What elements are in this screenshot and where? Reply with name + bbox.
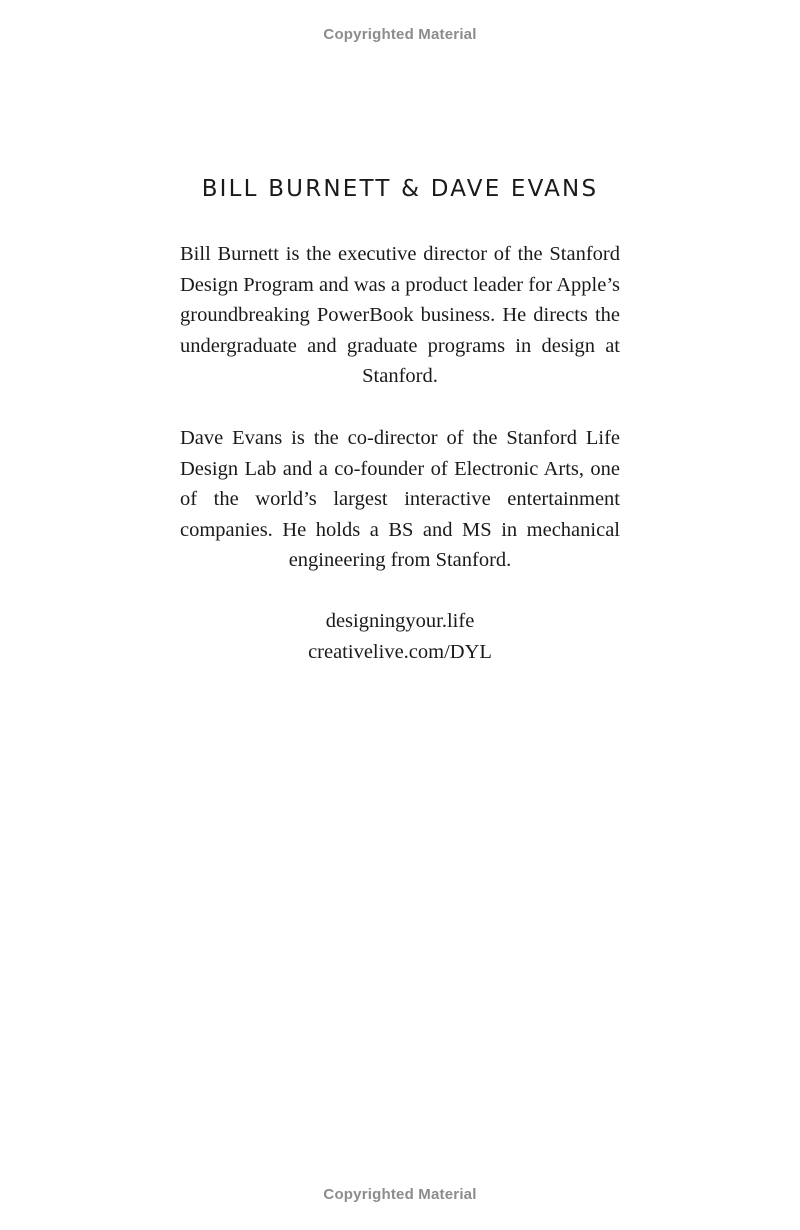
website-links xyxy=(0,606,800,667)
bio-dave-evans: Dave Evans is the co-director of the Stanford Life Design Lab and a co-founder of Electronic Arts, one of the world’s largest interactive entertainment companies. He holds a BS and MS in mechanical engineering from Stanford. xyxy=(180,427,620,571)
website-link-creativelive[interactable]: creativelive.com/DYL xyxy=(308,640,492,663)
copyright-watermark-bottom: Copyrighted Material xyxy=(323,1186,477,1203)
authors-heading: BILL BURNETT & DAVE EVANS xyxy=(201,176,599,202)
copyright-watermark-top: Copyrighted Material xyxy=(323,26,477,43)
website-link-designingyourlife[interactable]: designingyour.life xyxy=(325,610,475,632)
bio-bill-burnett: Bill Burnett is the executive director of the Stanford Design Program and was a product leader for Apple’s groundbreaking PowerBook business. He directs the undergraduate and graduate programs in design at Stanford. xyxy=(180,243,620,387)
